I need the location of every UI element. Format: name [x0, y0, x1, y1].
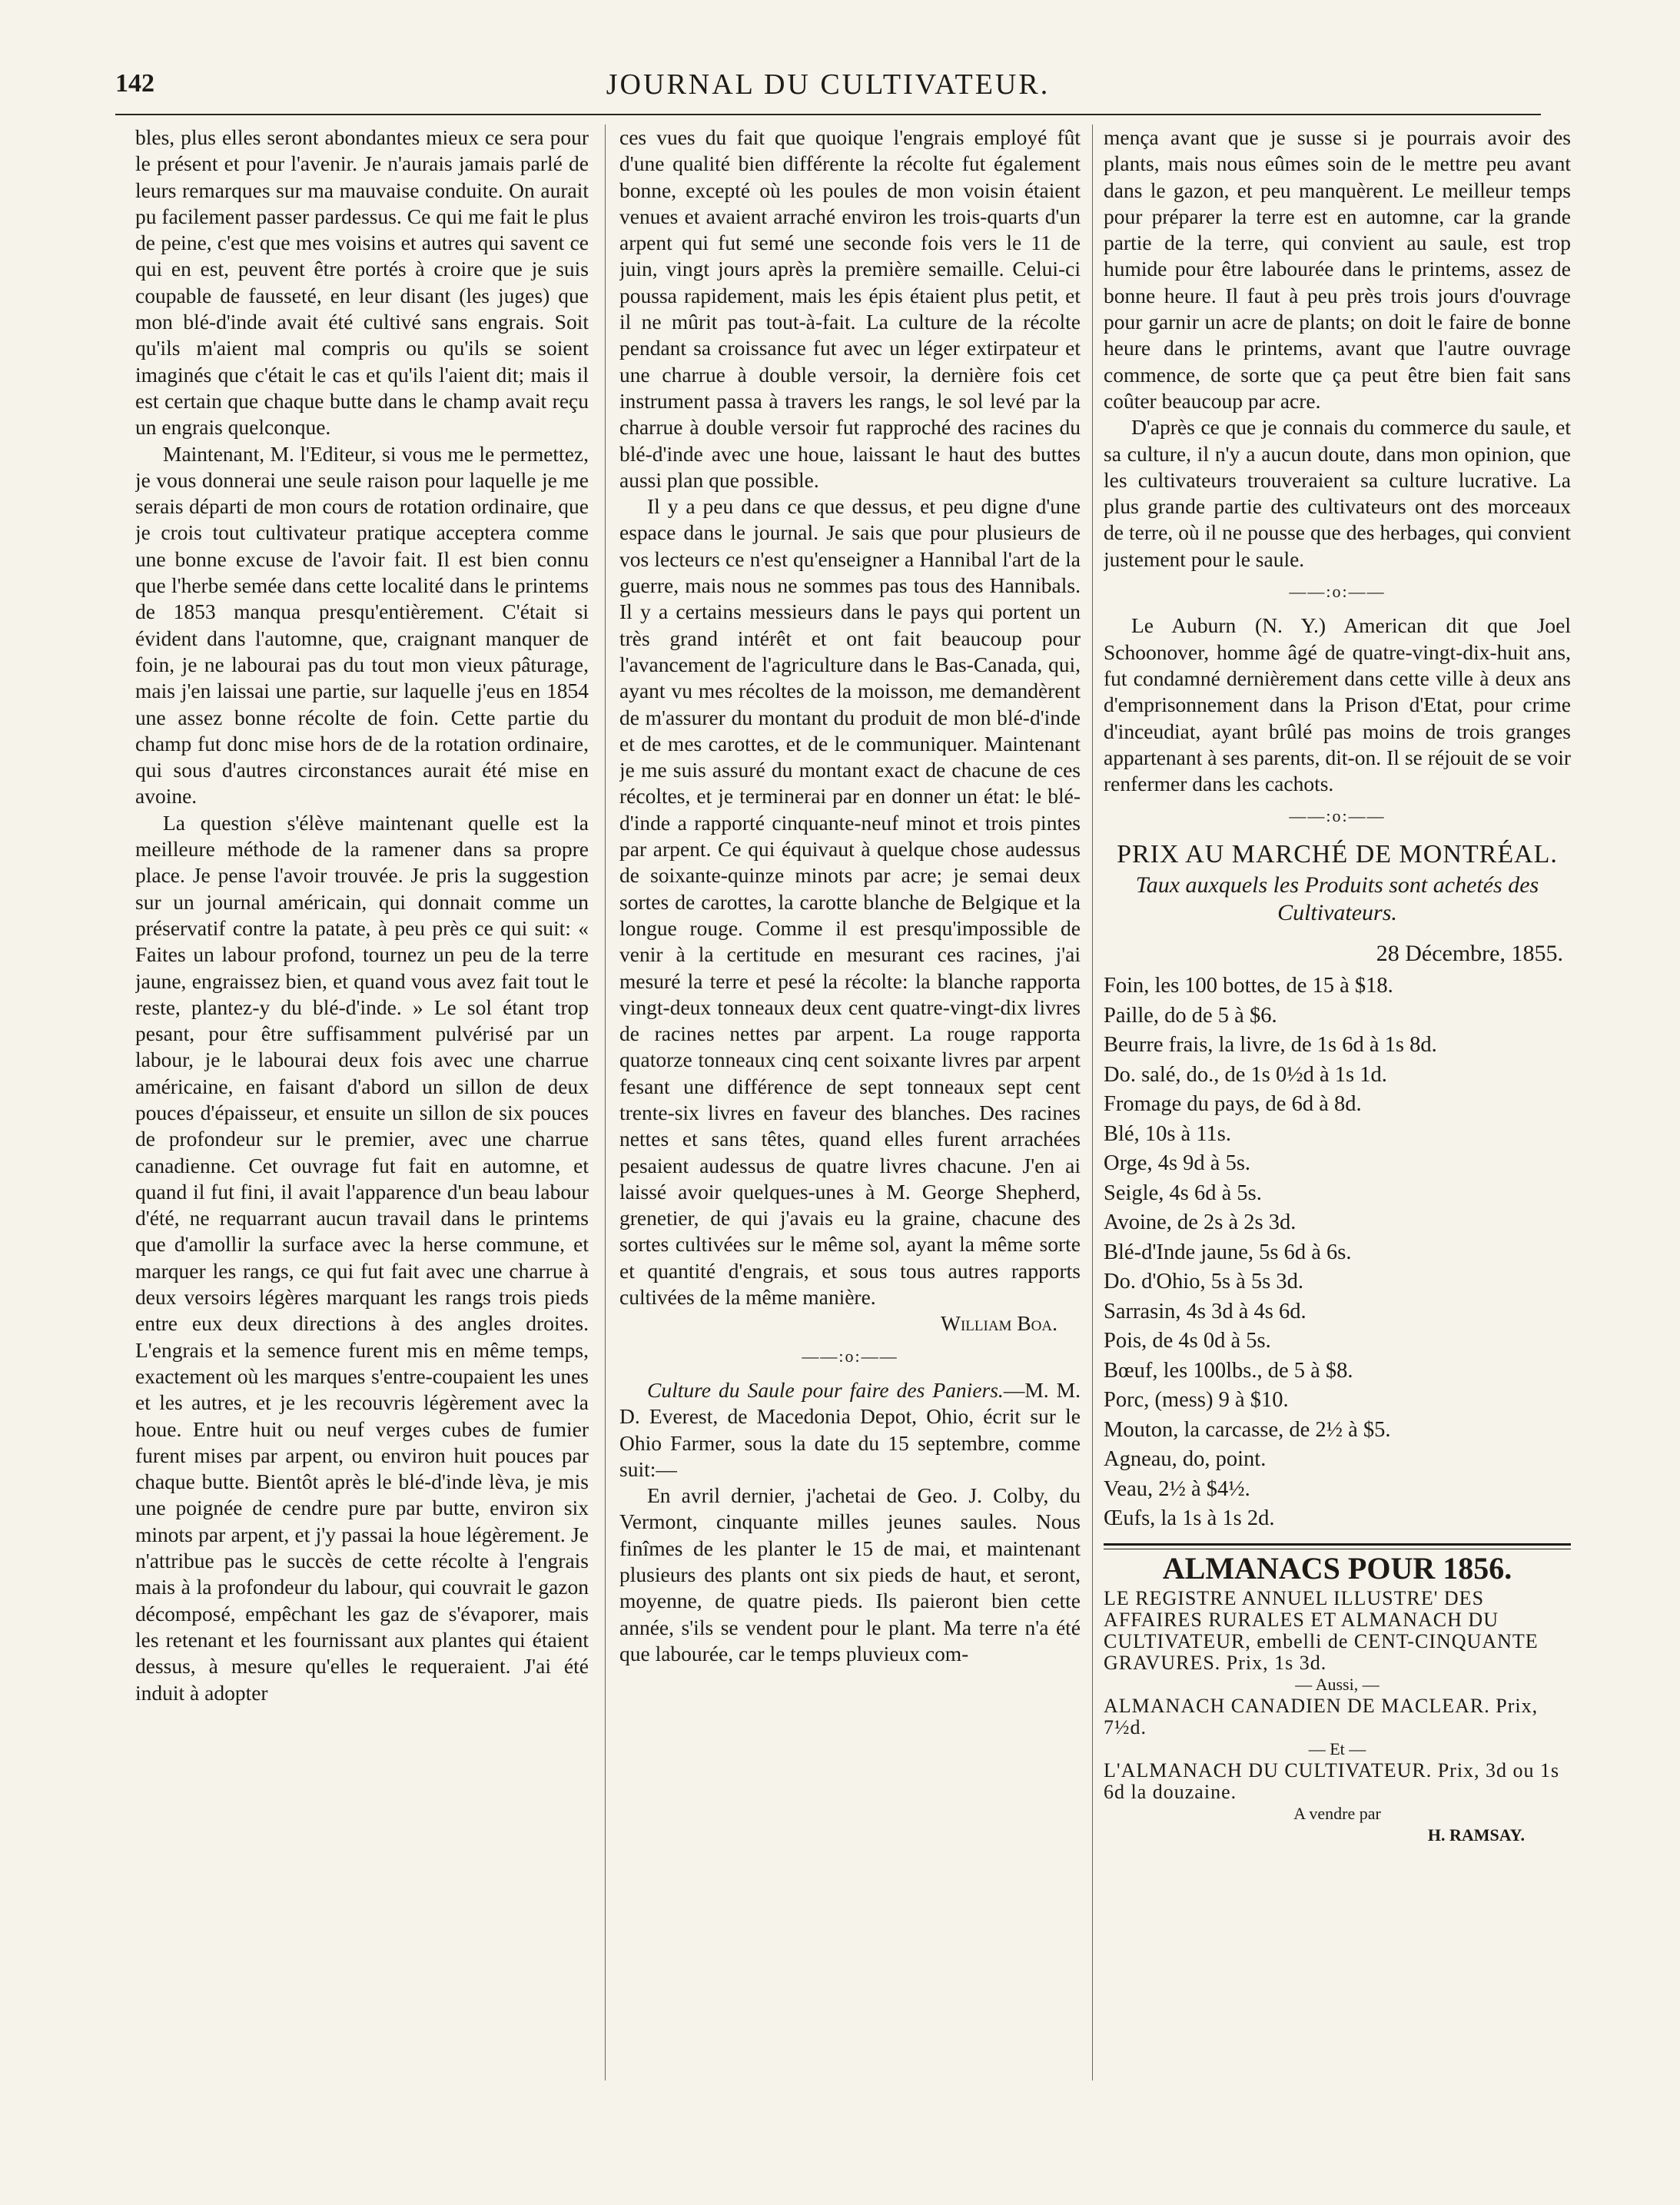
- market-prices-subtitle: Taux auxquels les Produits sont achetés des Cultivateurs.: [1135, 872, 1539, 925]
- price-line: Blé-d'Inde jaune, 5s 6d à 6s.: [1104, 1240, 1352, 1264]
- price-line: Foin, les 100 bottes, de 15 à $18.: [1104, 974, 1393, 998]
- price-line: Paille, do de 5 à $6.: [1104, 1003, 1277, 1028]
- column-rule: [1092, 125, 1093, 2080]
- paragraph: Le Auburn (N. Y.) American dit que Joel Schoonover, homme âgé de quatre-vingt-dix-huit ans, fut condamné dernièrement dans cette ville à deux ans d'emprisonnement dans la Prison d'Etat, pour crime d'inceudiat, ayant brûlé pas moins de trois granges appartenant à ses parents, dit-on. Il se réjouit de se voir renfermer dans les cachots.: [1104, 613, 1571, 796]
- saule-intro: —M. M. D. Everest, de Macedonia Depot, Ohio, écrit sur le Ohio Farmer, sous la date du 15 septembre, comme suit:—: [619, 1377, 1081, 1481]
- almanac-line: L'ALMANACH DU CULTIVATEUR. Prix, 3d ou 1s 6d la douzaine.: [1104, 1758, 1560, 1803]
- almanac-title: ALMANACS POUR 1856.: [1162, 1550, 1512, 1586]
- almanac-line: A vendre par: [1293, 1803, 1381, 1823]
- price-line: Porc, (mess) 9 à $10.: [1104, 1388, 1289, 1413]
- separator: ——:o:——: [1289, 582, 1386, 602]
- signature: William Boa.: [941, 1311, 1057, 1336]
- price-line: Sarrasin, 4s 3d à 4s 6d.: [1104, 1299, 1306, 1323]
- price-line: Œufs, la 1s à 1s 2d.: [1104, 1506, 1275, 1531]
- page-header: [115, 68, 1541, 115]
- market-prices-date: 28 Décembre, 1855.: [1376, 940, 1563, 966]
- journal-title: JOURNAL DU CULTIVATEUR.: [606, 68, 1051, 101]
- price-line: Veau, 2½ à $4½.: [1104, 1476, 1250, 1501]
- page-number: 142: [115, 69, 154, 98]
- price-line: Avoine, de 2s à 2s 3d.: [1104, 1210, 1297, 1235]
- column-2: [619, 125, 1081, 2077]
- price-line: Beurre frais, la livre, de 1s 6d à 1s 8d.: [1104, 1033, 1437, 1058]
- separator: ——:o:——: [1289, 806, 1386, 826]
- column-3: [1104, 125, 1571, 2077]
- price-line: Blé, 10s à 11s.: [1104, 1121, 1231, 1146]
- price-line: Pois, de 4s 0d à 5s.: [1104, 1329, 1271, 1353]
- separator: ——:o:——: [802, 1346, 898, 1366]
- paragraph: mença avant que je susse si je pourrais avoir des plants, mais nous eûmes soin de le mettre peu avant dans le gazon, et peu manquèrent. Le meilleur temps pour préparer la terre est en automne, car la grande partie de la terre, qui convient au saule, est trop humide pour être labourée dans le printems, assez de bonne heure. Il faut à peu près trois jours d'ouvrage pour garnir un acre de plants; on doit le faire de bonne heure dans le printems, avant que l'autre ouvrage commence, de sorte que ça peut être bien fait sans coûter beaucoup par acre.: [1104, 125, 1571, 413]
- paragraph: D'après ce que je connais du commerce du saule, et sa culture, il n'y a aucun doute, dans mon opinion, que les cultivateurs trouveraient sa culture lucrative. La plus grande partie des cultivateurs ont des morceaux de terre, où il ne pousse que des herbages, qui convient justement pour le saule.: [1104, 415, 1571, 571]
- almanac-line: LE REGISTRE ANNUEL ILLUSTRE' DES AFFAIRES RURALES ET ALMANACH DU CULTIVATEUR, embelli de CENT-CINQUANTE GRAVURES. Prix, 1s 3d.: [1104, 1586, 1539, 1674]
- price-line: Bœuf, les 100lbs., de 5 à $8.: [1104, 1358, 1353, 1383]
- almanac-ad: [1104, 1588, 1571, 1846]
- article-heading: [619, 1377, 1081, 1483]
- paragraph: bles, plus elles seront abondantes mieux ce sera pour le présent et pour l'avenir. Je n'aurais jamais parlé de leurs remarques sur ma mauvaise conduite. On aurait pu facilement passer pardessus. Ce qui me fait le plus de peine, c'est que mes voisins et autres qui savent ce qui en est, peuvent être portés à croire que je suis coupable de fausseté, en leur disant (les juges) que mon blé-d'inde avait été cultivé sans engrais. Soit qu'ils m'aient mal compris ou qu'ils se soient imaginés que c'était le cas et qu'ils l'aient dit; mais il est certain que chaque butte dans le champ avait reçu un engrais quelconque.: [135, 125, 589, 440]
- price-line: Seigle, 4s 6d à 5s.: [1104, 1181, 1262, 1205]
- paragraph: Il y a peu dans ce que dessus, et peu digne d'une espace dans le journal. Je sais que pour plusieurs de vos lecteurs ce n'est qu'enseigner a Hannibal l'art de la guerre, mais nous ne sommes pas tous des Hannibals. Il y a certains messieurs dans le pays qui portent un très grand intérêt et ont fait beaucoup pour l'avancement de l'agriculture dans le Bas-Canada, qui, ayant vu mes récoltes de la moisson, me demandèrent de m'assurer du montant du produit de mon blé-d'inde et de mes carottes, et de le communiquer. Maintenant je me suis assuré du montant exact de chacune de ces récoltes, et je terminerai par en donner un état: le blé-d'inde a rapporté cinquante-neuf minot et trois pintes par arpent. Ce qui équivaut à quelque chose audessus de soixante-quinze minots par acre; je semai deux sortes de carottes, la carotte blanche de Belgique et la longue rouge. Comme il est presqu'impossible de venir à la certitude en mesurant ces racines, j'ai mesuré la terre et pesé la récolte: la blanche rapporta vingt-deux tonneaux deux cent quatre-vingt-dix livres de racines nettes par arpent. La rouge rapporta quatorze tonneaux cinq cent soixante livres par arpent fesant une différence de sept tonneaux sept cent trente-six livres en faveur des blanches. Des racines nettes et sans têtes, quand elles furent arrachées pesaient audessus de quatre livres chacune. J'en ai laissé avoir quelques-unes à M. George Shepherd, grenetier, de qui j'avais eu la graine, chacune des sortes cultivées sur le même sol, ayant la même sorte et quantité d'engrais, et sous tous autres rapports cultivées de la même manière.: [619, 494, 1081, 1310]
- paragraph: Maintenant, M. l'Editeur, si vous me le permettez, je vous donnerai une seule raison pour laquelle je me serais départi de mon cours de rotation ordinaire, que je crois tout cultivateur pratique acceptera comme une bonne excuse de l'avoir fait. Il est bien connu que l'herbe semée dans cette localité dans le printems de 1853 manqua presqu'entièrement. C'était si évident dans l'automne, que, craignant manquer de foin, je ne labourai pas du tout mon vieux pâturage, mais j'en laissai une partie, sur laquelle j'eus en 1854 une assez bonne récolte de foin. Cette partie du champ fut donc mise hors de de la rotation ordinaire, qui sous d'autres circonstances aurait été mise en avoine.: [135, 441, 589, 809]
- price-line: Orge, 4s 9d à 5s.: [1104, 1151, 1251, 1176]
- price-list: [1104, 971, 1571, 1534]
- price-line: Agneau, do, point.: [1104, 1447, 1267, 1472]
- price-line: Fromage du pays, de 6d à 8d.: [1104, 1092, 1362, 1117]
- market-prices-title: PRIX AU MARCHÉ DE MONTRÉAL.: [1117, 839, 1558, 868]
- almanac-line: H. RAMSAY.: [1427, 1825, 1525, 1845]
- double-rule: [1104, 1543, 1571, 1549]
- almanac-line: — Et —: [1308, 1738, 1366, 1758]
- paragraph: La question s'élève maintenant quelle est la meilleure méthode de la ramener dans sa propre place. Je pense l'avoir trouvée. Je pris la suggestion sur un journal américain, qui donnait comme un préservatif contre la patate, à peu près ce qui suit: « Faites un labour profond, tournez un peu de la terre jaune, engraissez bien, et quand vous avez fait tout le reste, plantez-y du blé-d'inde. » Le sol étant trop pesant, pour être suffisamment pulvérisé par un labour, je le labourai deux fois avec une charrue américaine, en faisant d'abord un sillon de deux pouces d'épaisseur, et ensuite un sillon de six pouces de profondeur sur le premier, avec une charrue canadienne. Cet ouvrage fut fait en automne, et quand il fut fini, il avait l'apparence d'un beau labour d'été, ne requarrant aucun travail dans le printems que d'amollir la surface avec la herse commune, et marquer les rangs, ce qui fut fait avec une charrue à deux versoirs légères marquant les rangs trois pieds entre eux deux directions à des angles droites. L'engrais et la semence furent mis en même temps, exactement où les marques s'entre-coupaient les unes et les autres, et je les recouvris légèrement avec la houe. Entre huit ou neuf verges cubes de fumier furent mises par arpent, ou environ huit pouces par chaque butte. Bientôt après le blé-d'inde lèva, je mis une poignée de cendre pure par butte, environ six minots par arpent, et j'y passai la houe légèrement. Je n'attribue pas le succès de cette récolte à l'engrais mais à la profondeur du labour, qui couvrait le gazon décomposé, empêchant les gaz de s'évaporer, mais les retenant et les fournissant aux plantes qui étaient dessus, à mesure qu'elles le requeraient. J'ai été induit à adopter: [135, 810, 589, 1705]
- price-line: Mouton, la carcasse, de 2½ à $5.: [1104, 1417, 1391, 1442]
- price-line: Do. salé, do., de 1s 0½d à 1s 1d.: [1104, 1062, 1387, 1087]
- saule-heading: Culture du Saule pour faire des Paniers.: [647, 1377, 1004, 1402]
- paragraph: En avril dernier, j'achetai de Geo. J. Colby, du Vermont, cinquante milles jeunes saules. Nous finîmes de les planter le 15 de mai, et maintenant plusieurs des plants ont six pieds de haut, et seront, moyenne, de quatre pieds. Ils paieront bien cette année, s'ils se vendent pour le plant. Ma terre n'a été que labourée, car le temps pluvieux com-: [619, 1483, 1081, 1665]
- almanac-line: ALMANACH CANADIEN DE MACLEAR. Prix, 7½d.: [1104, 1694, 1539, 1738]
- almanac-line: — Aussi, —: [1295, 1674, 1380, 1694]
- price-line: Do. d'Ohio, 5s à 5s 3d.: [1104, 1270, 1304, 1294]
- paragraph: ces vues du fait que quoique l'engrais employé fût d'une qualité bien différente la récolte fut également bonne, excepté où les poules de mon voisin étaient venues et avaient arraché environ les trois-quarts d'un arpent qui fut semé une seconde fois vers le 11 de juin, vingt jours après la première semaille. Celui-ci poussa rapidement, mais les épis étaient plus petit, et il ne mûrit pas tout-à-fait. La culture de la récolte pendant sa croissance fut avec un léger extirpateur et une charrue à double versoir, la dernière fois cet instrument passa à travers les rangs, le sol levé par la charrue à double versoir fut rapproché des racines du blé-d'inde avec une houe, laissant le haut des buttes aussi plan que possible.: [619, 125, 1081, 492]
- column-rule: [605, 125, 606, 2080]
- column-1: [135, 125, 589, 2077]
